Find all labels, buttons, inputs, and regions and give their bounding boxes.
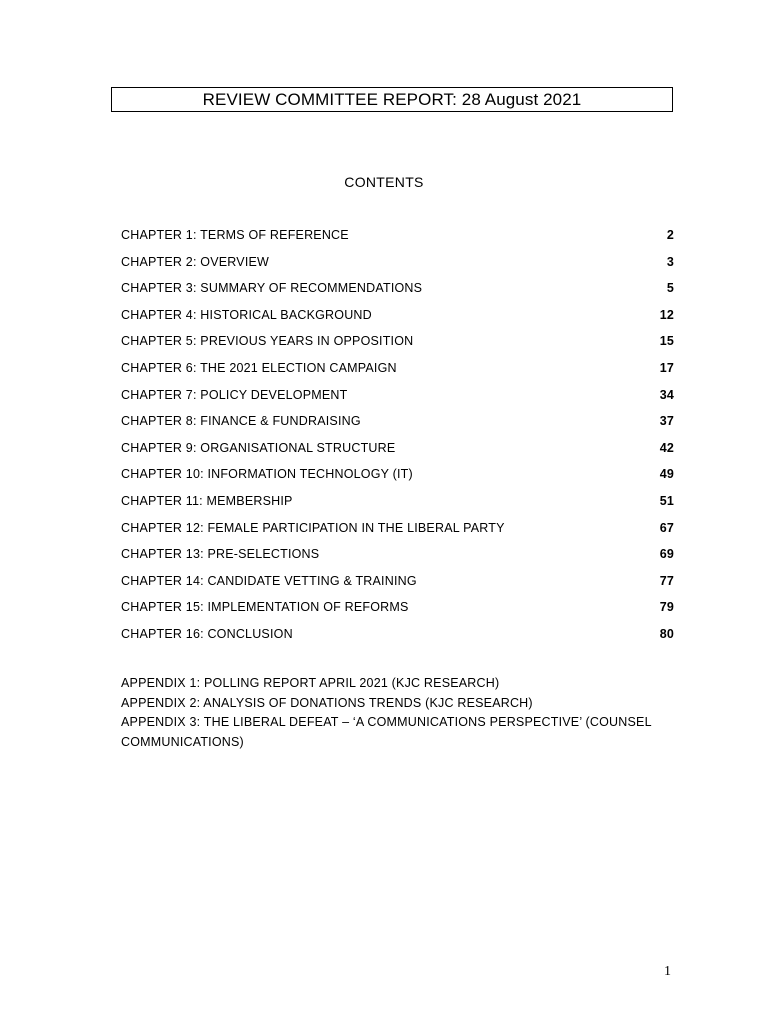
toc-label: CHAPTER 13: PRE-SELECTIONS [121,547,320,562]
page-number: 1 [664,964,671,979]
toc-label: CHAPTER 7: POLICY DEVELOPMENT [121,387,348,402]
appendix-item: APPENDIX 3: THE LIBERAL DEFEAT – ‘A COMMUNICATIONS PERSPECTIVE’ (COUNSEL COMMUNICATIONS) [121,715,652,749]
table-of-contents [121,228,674,654]
report-title-text: REVIEW COMMITTEE REPORT: 28 August 2021 [202,89,582,109]
toc-label: CHAPTER 3: SUMMARY OF RECOMMENDATIONS [121,281,423,296]
toc-row [121,308,674,335]
toc-label: CHAPTER 8: FINANCE & FUNDRAISING [121,414,361,429]
toc-label: CHAPTER 16: CONCLUSION [121,626,293,641]
toc-label: CHAPTER 14: CANDIDATE VETTING & TRAINING [121,573,417,588]
toc-label: CHAPTER 11: MEMBERSHIP [121,493,293,508]
toc-row [121,334,674,361]
toc-page-number: 79 [659,600,674,615]
toc-row [121,228,674,255]
toc-row [121,388,674,415]
toc-label: CHAPTER 6: THE 2021 ELECTION CAMPAIGN [121,360,397,375]
toc-row [121,281,674,308]
toc-row [121,467,674,494]
toc-page-number: 2 [666,228,674,242]
appendix-list [121,674,661,752]
toc-label: CHAPTER 4: HISTORICAL BACKGROUND [121,307,372,322]
toc-page-number: 15 [659,334,674,349]
toc-page-number: 3 [666,254,674,269]
toc-page-number: 80 [659,626,674,641]
toc-page-number: 5 [666,281,674,296]
toc-label: CHAPTER 9: ORGANISATIONAL STRUCTURE [121,440,396,455]
toc-row [121,521,674,548]
toc-page-number: 37 [659,414,674,429]
toc-page-number: 34 [659,387,674,402]
appendix-item: APPENDIX 1: POLLING REPORT APRIL 2021 (KJC RESEARCH) [121,676,500,690]
toc-page-number: 12 [659,307,674,322]
toc-label: CHAPTER 1: TERMS OF REFERENCE [121,228,349,242]
toc-page-number: 17 [659,360,674,375]
toc-label: CHAPTER 12: FEMALE PARTICIPATION IN THE LIBERAL PARTY [121,520,505,535]
appendix-item: APPENDIX 2: ANALYSIS OF DONATIONS TRENDS (KJC RESEARCH) [121,695,533,710]
toc-row [121,574,674,601]
toc-page-number: 77 [659,573,674,588]
toc-page-number: 49 [659,467,674,482]
toc-page-number: 67 [659,520,674,535]
toc-label: CHAPTER 2: OVERVIEW [121,254,270,269]
toc-page-number: 69 [659,547,674,562]
toc-row [121,441,674,468]
toc-page-number: 42 [659,440,674,455]
toc-row [121,494,674,521]
toc-row [121,627,674,654]
toc-row [121,547,674,574]
toc-label: CHAPTER 5: PREVIOUS YEARS IN OPPOSITION [121,334,414,349]
contents-heading: CONTENTS [344,174,424,190]
toc-row [121,361,674,388]
toc-row [121,255,674,282]
toc-row [121,600,674,627]
toc-page-number: 51 [659,493,674,508]
toc-row [121,414,674,441]
toc-label: CHAPTER 10: INFORMATION TECHNOLOGY (IT) [121,467,413,482]
toc-label: CHAPTER 15: IMPLEMENTATION OF REFORMS [121,600,409,615]
report-title [111,87,673,112]
